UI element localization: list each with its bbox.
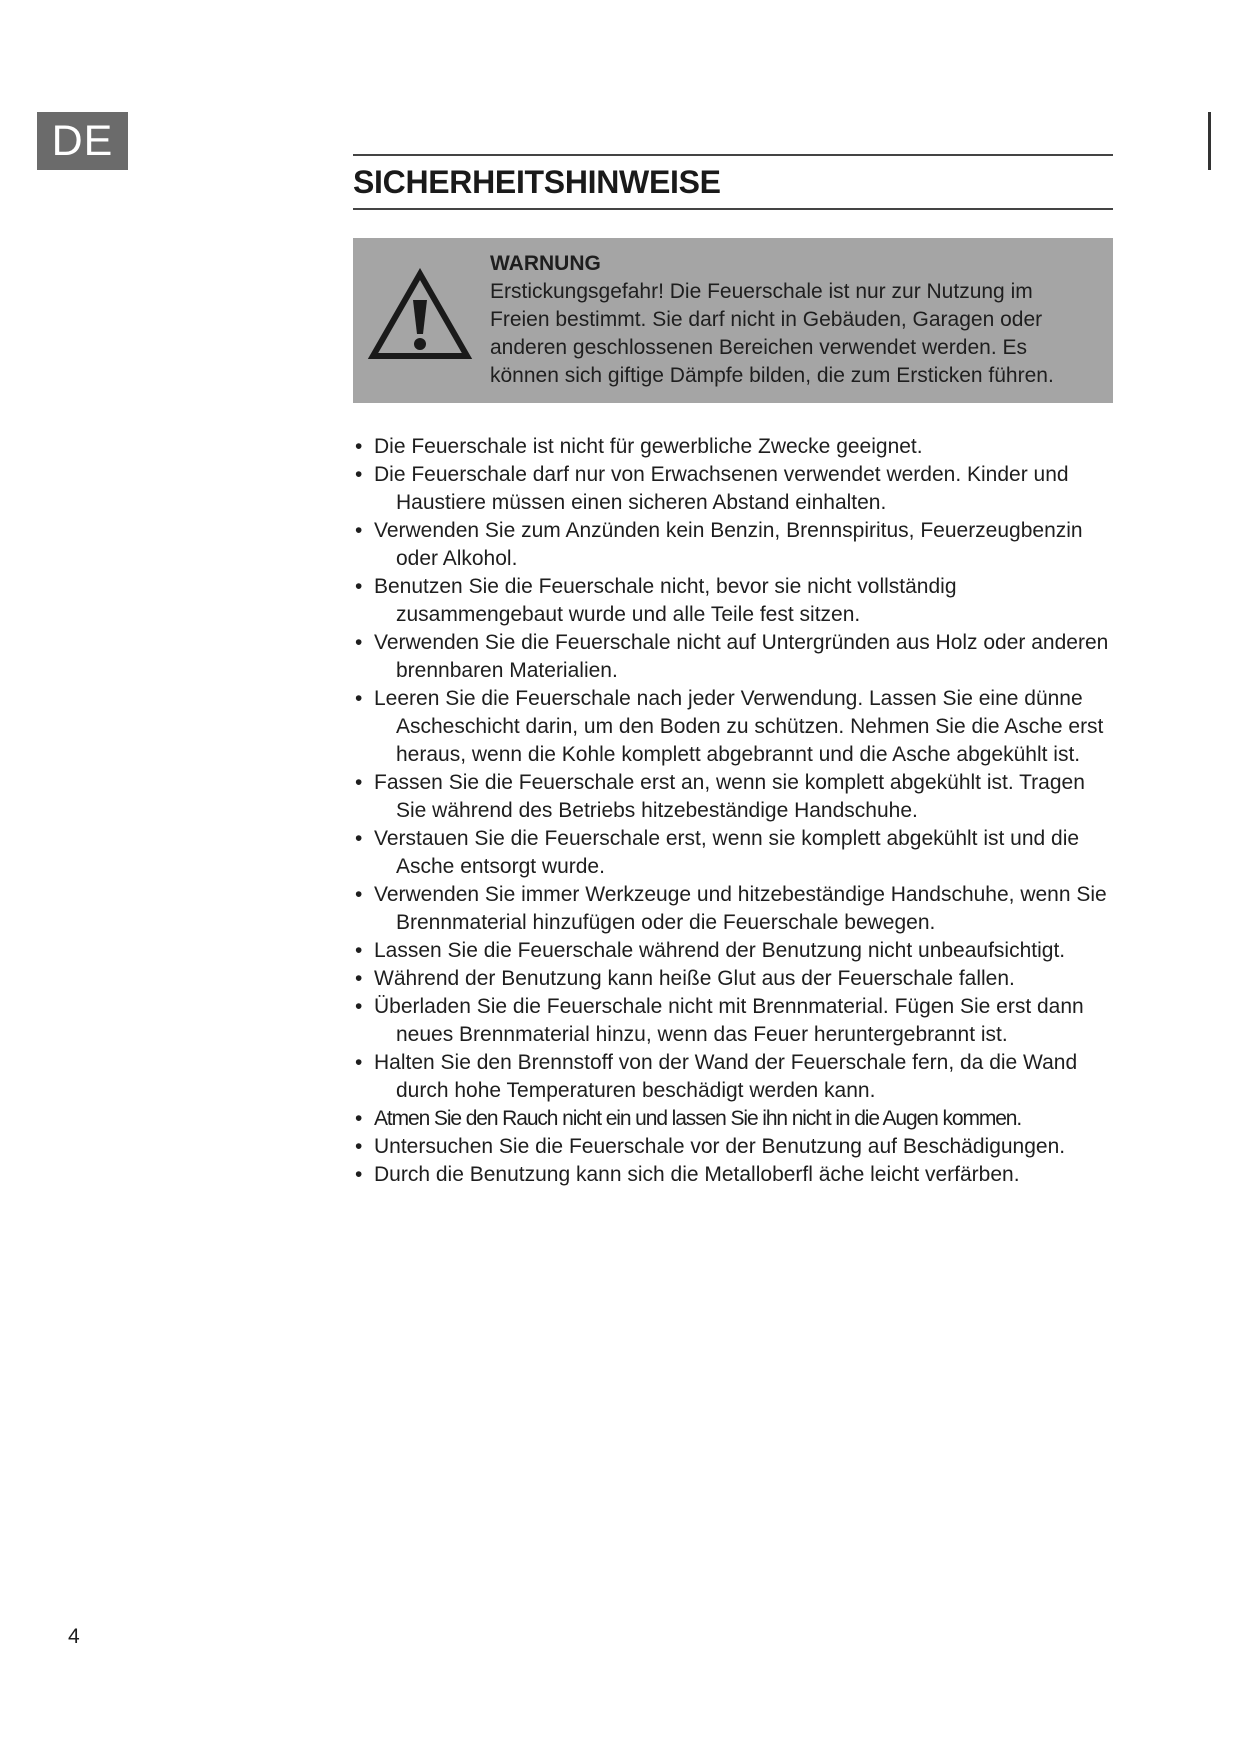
language-badge: DE [37,112,128,170]
list-item: • Atmen Sie den Rauch nicht ein und lassen Sie ihn nicht in die Augen kommen. [353,1105,1113,1133]
bullet-icon: • [355,1163,363,1186]
bullet-icon: • [355,939,363,962]
bullet-icon: • [355,435,363,458]
list-item: • Verwenden Sie zum Anzünden kein Benzin, Brennspiritus, Feuerzeugbenzin oder Alkohol. [355,519,1083,570]
page-edge-marker [1208,112,1211,170]
page-number: 4 [68,1625,80,1648]
list-item: • Die Feuerschale darf nur von Erwachsenen verwendet werden. Kinder und Haustiere müssen einen sicheren Abstand einhalten. [355,463,1069,514]
bullet-icon: • [355,995,363,1018]
list-item: • Benutzen Sie die Feuerschale nicht, bevor sie nicht vollständig zusammengebaut wurde und alle Teile fest sitzen. [355,575,957,626]
bullet-icon: • [355,967,363,990]
bullet-icon: • [355,1135,363,1158]
title-block [353,154,1113,210]
list-item: • Lassen Sie die Feuerschale während der Benutzung nicht unbeaufsichtigt. [353,937,1113,965]
list-item: • Leeren Sie die Feuerschale nach jeder Verwendung. Lassen Sie eine dünne Ascheschicht darin, um den Boden zu schützen. Nehmen Sie die Asche erst heraus, wenn die Kohle komplett abgebrannt und die Asche abgekühlt ist. [355,687,1104,766]
warning-triangle-icon [367,268,473,364]
list-item: • Verwenden Sie immer Werkzeuge und hitzebeständige Handschuhe, wenn Sie Brennmaterial hinzufügen oder die Feuerschale bewegen. [355,883,1107,934]
bullet-icon: • [355,631,363,654]
bullet-icon: • [355,519,363,542]
list-item: • Während der Benutzung kann heiße Glut aus der Feuerschale fallen. [353,965,1113,993]
page-title: SICHERHEITSHINWEISE [353,163,721,200]
warning-heading: WARNUNG [490,252,601,275]
warning-box [353,238,1113,403]
bullet-icon: • [355,771,363,794]
list-item: • Fassen Sie die Feuerschale erst an, wenn sie komplett abgekühlt ist. Tragen Sie während des Betriebs hitzebeständige Handschuhe. [355,771,1085,822]
bullet-icon: • [355,827,363,850]
list-item: • Untersuchen Sie die Feuerschale vor der Benutzung auf Beschädigungen. [353,1133,1113,1161]
content-area [353,154,1113,1189]
safety-list [353,433,1113,1189]
warning-body: Erstickungsgefahr! Die Feuerschale ist nur zur Nutzung im Freien bestimmt. Sie darf nicht in Gebäuden, Garagen oder anderen geschlossenen Bereichen verwendet werden. Es können sich giftige Dämpfe bilden, die zum Ersticken führen. [490,280,1054,387]
bullet-icon: • [355,463,363,486]
bullet-icon: • [355,883,363,906]
list-item: • Verwenden Sie die Feuerschale nicht auf Untergründen aus Holz oder anderen brennbaren Materialien. [355,631,1109,682]
list-item: • Die Feuerschale ist nicht für gewerbliche Zwecke geeignet. [353,433,1113,461]
bullet-icon: • [355,575,363,598]
bullet-icon: • [355,1051,363,1074]
list-item: • Halten Sie den Brennstoff von der Wand der Feuerschale fern, da die Wand durch hohe Temperaturen beschädigt werden kann. [355,1051,1078,1102]
list-item: • Überladen Sie die Feuerschale nicht mit Brennmaterial. Fügen Sie erst dann neues Brennmaterial hinzu, wenn das Feuer heruntergebrannt ist. [355,995,1084,1046]
list-item: • Verstauen Sie die Feuerschale erst, wenn sie komplett abgekühlt ist und die Asche entsorgt wurde. [355,827,1080,878]
list-item: • Durch die Benutzung kann sich die Metalloberfl äche leicht verfärben. [353,1161,1113,1189]
bullet-icon: • [355,687,363,710]
warning-text [490,250,1093,390]
bullet-icon: • [355,1107,363,1130]
